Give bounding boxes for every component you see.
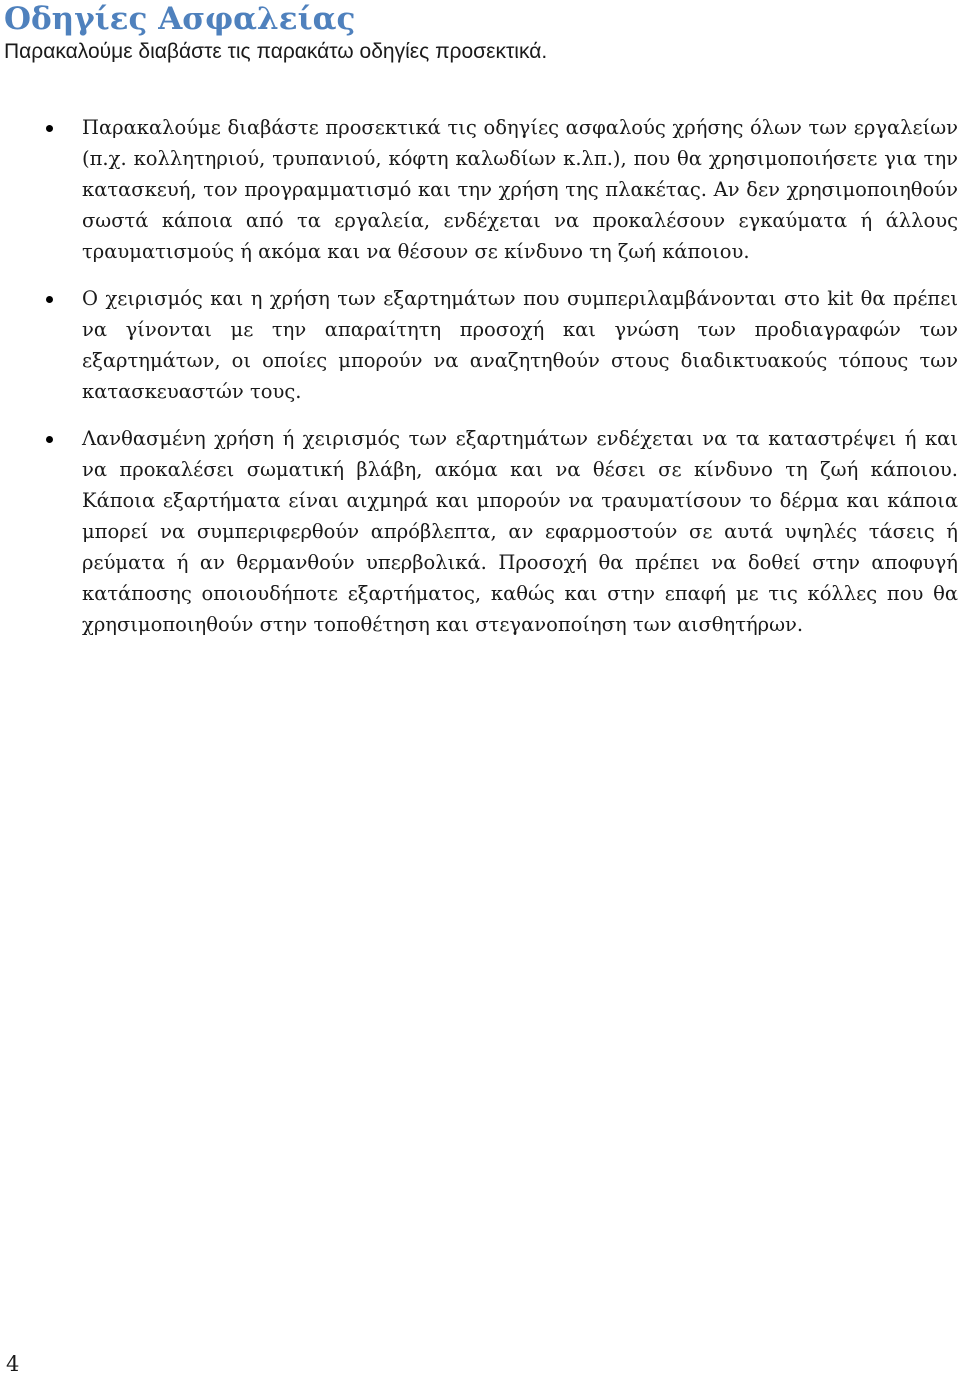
list-item-text: Ο χειρισμός και η χρήση των εξαρτημάτων που συμπεριλαμβάνονται στο kit θα πρέπει να γίνονται με την απαραίτητη προσοχή και γνώση των προδιαγραφών των εξαρτημάτων, οι οποίες μπορούν να αναζητηθούν στους διαδικτυακούς τόπους των κατασκευαστών τους.	[82, 287, 958, 403]
bullet-icon	[46, 125, 53, 132]
list-item-text: Παρακαλούμε διαβάστε προσεκτικά τις οδηγίες ασφαλούς χρήσης όλων των εργαλείων (π.χ. κολλητηριού, τρυπανιού, κόφτη καλωδίων κ.λπ.), που θα χρησιμοποιήσετε για την κατασκευή, τον προγραμματισμό και την χρήση της πλακέτας. Αν δεν χρησιμοποιηθούν σωστά κάποια από τα εργαλεία, ενδέχεται να προκαλέσουν εγκαύματα ή άλλους τραυματισμούς ή ακόμα και να θέσουν σε κίνδυνο τη ζωή κάποιου.	[82, 116, 958, 263]
safety-instructions-list	[40, 112, 958, 656]
list-item	[40, 283, 958, 407]
list-item	[40, 112, 958, 267]
page-subtitle: Παρακαλούμε διαβάστε τις παρακάτω οδηγίες προσεκτικά.	[4, 40, 548, 63]
list-item-text: Λανθασμένη χρήση ή χειρισμός των εξαρτημάτων ενδέχεται να τα καταστρέψει ή και να προκαλέσει σωματική βλάβη, ακόμα και να θέσει σε κίνδυνο τη ζωή κάποιου. Κάποια εξαρτήματα είναι αιχμηρά και μπορούν να τραυματίσουν το δέρμα και κάποια μπορεί να συμπεριφερθούν απρόβλεπτα, αν εφαρμοστούν σε αυτά υψηλές τάσεις ή ρεύματα ή αν θερμανθούν υπερβολικά. Προσοχή θα πρέπει να δοθεί στην αποφυγή κατάποσης οποιουδήποτε εξαρτήματος, καθώς και στην επαφή με τις κόλλες που θα χρησιμοποιηθούν στην τοποθέτηση και στεγανοποίηση των αισθητήρων.	[82, 427, 958, 636]
bullet-icon	[46, 436, 53, 443]
bullet-icon	[46, 296, 53, 303]
page-number: 4	[6, 1352, 20, 1376]
list-item	[40, 423, 958, 640]
page-title: Οδηγίες Ασφαλείας	[4, 1, 356, 37]
